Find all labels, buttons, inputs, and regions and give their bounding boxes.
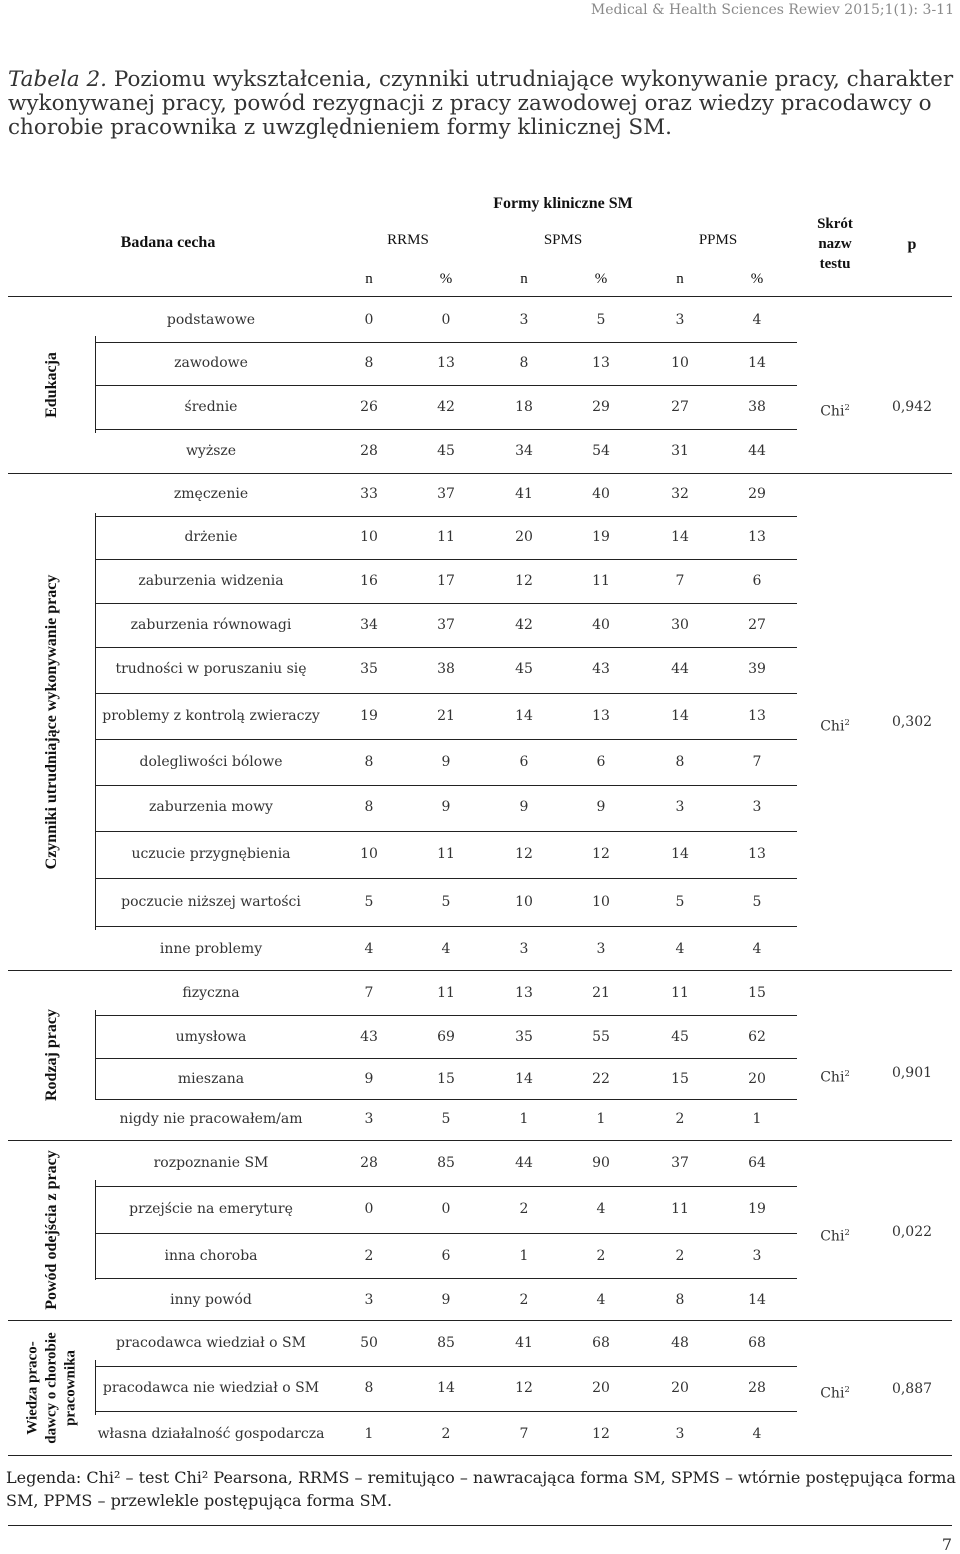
cell-value: 55	[592, 1029, 610, 1045]
row-label: średnie	[184, 399, 238, 415]
cell-value: 34	[360, 617, 378, 633]
rule-line	[95, 1233, 797, 1234]
group-label-line: Wiedza praco-	[24, 1340, 41, 1435]
cell-value: 11	[671, 985, 689, 1001]
row-label: inny powód	[170, 1292, 252, 1308]
skrot-line: testu	[819, 256, 851, 272]
cell-value: 29	[592, 399, 610, 415]
row-label: poczucie niższej wartości	[121, 894, 301, 910]
cell-value: 10	[515, 894, 533, 910]
page-number: 7	[941, 1535, 952, 1554]
test-name: Chi$^2$	[820, 1226, 850, 1245]
cell-value: 5	[675, 894, 685, 910]
cell-value: 14	[437, 1380, 455, 1396]
caption-text: Poziomu wykształcenia, czynniki utrudniające wykonywanie pracy, charakter wykonywanej pracy, powód rezygnacji z pracy zawodowej oraz wiedzy pracodawcy o chorobie pracownika z uwzględnieniem formy klinicznej SM.	[8, 67, 954, 140]
cell-value: 37	[437, 617, 455, 633]
cell-value: 0	[364, 312, 374, 328]
cell-value: 13	[748, 529, 766, 545]
cell-value: 44	[748, 443, 766, 459]
column-divider	[95, 1010, 96, 1100]
cell-value: 8	[364, 1380, 374, 1396]
row-label: dolegliwości bólowe	[139, 754, 283, 770]
cell-value: 9	[441, 1292, 451, 1308]
test-name: Chi$^2$	[820, 1383, 850, 1402]
cell-value: 3	[752, 1248, 762, 1264]
cell-value: 19	[748, 1201, 766, 1217]
cell-value: 1	[364, 1426, 374, 1442]
cell-value: 30	[671, 617, 689, 633]
row-label: problemy z kontrolą zwieraczy	[102, 708, 320, 724]
cell-value: 54	[592, 443, 610, 459]
cell-value: 34	[515, 443, 533, 459]
cell-value: 0	[364, 1201, 374, 1217]
cell-value: 18	[515, 399, 533, 415]
cell-value: 2	[675, 1248, 685, 1264]
row-label: inne problemy	[159, 941, 263, 957]
cell-value: 4	[364, 941, 374, 957]
cell-value: 10	[592, 894, 610, 910]
subheader-percent: %	[750, 271, 764, 287]
cell-value: 10	[360, 529, 378, 545]
rule-line	[8, 1320, 952, 1321]
row-label: mieszana	[177, 1071, 245, 1087]
cell-value: 37	[437, 486, 455, 502]
cell-value: 2	[675, 1111, 685, 1127]
group-label: Edukacja	[43, 351, 60, 418]
cell-value: 12	[515, 1380, 533, 1396]
cell-value: 2	[441, 1426, 451, 1442]
row-label: pracodawca wiedział o SM	[116, 1335, 306, 1351]
cell-value: 9	[441, 799, 451, 815]
cell-value: 38	[437, 661, 455, 677]
rule-line	[95, 1366, 797, 1367]
cell-value: 12	[592, 846, 610, 862]
rule-line	[95, 926, 797, 927]
cell-value: 68	[592, 1335, 610, 1351]
row-label: wyższe	[185, 443, 237, 459]
rule-line	[8, 296, 952, 297]
cell-value: 6	[441, 1248, 451, 1264]
rule-line	[95, 1015, 797, 1016]
cell-value: 10	[671, 355, 689, 371]
cell-value: 3	[364, 1292, 374, 1308]
cell-value: 45	[437, 443, 455, 459]
rule-line	[95, 739, 797, 740]
column-divider	[95, 336, 96, 433]
journal-header: Medical & Health Sciences Rewiev 2015;1(1): 3-11	[590, 2, 954, 18]
cell-value: 28	[360, 443, 378, 459]
rule-line	[95, 1099, 797, 1100]
column-divider	[95, 513, 96, 930]
cell-value: 32	[671, 486, 689, 502]
cell-value: 16	[360, 573, 378, 589]
cell-value: 8	[364, 754, 374, 770]
test-superscript: 2	[844, 1226, 850, 1237]
cell-value: 1	[519, 1111, 529, 1127]
rule-line	[95, 342, 797, 343]
p-value: 0,022	[891, 1223, 933, 1240]
cell-value: 4	[596, 1201, 606, 1217]
cell-value: 20	[515, 529, 533, 545]
formy-kliniczne-header: Formy kliniczne SM	[493, 195, 633, 212]
p-value: 0,942	[891, 398, 933, 415]
cell-value: 5	[441, 1111, 451, 1127]
cell-value: 17	[437, 573, 455, 589]
cell-value: 21	[437, 708, 455, 724]
cell-value: 0	[441, 1201, 451, 1217]
cell-value: 8	[675, 754, 685, 770]
skrot-nazw-testu-header	[785, 214, 885, 274]
cell-value: 13	[748, 846, 766, 862]
rule-line	[95, 603, 797, 604]
cell-value: 11	[592, 573, 610, 589]
cell-value: 13	[515, 985, 533, 1001]
cell-value: 9	[364, 1071, 374, 1087]
cell-value: 50	[360, 1335, 378, 1351]
cell-value: 15	[671, 1071, 689, 1087]
cell-value: 15	[748, 985, 766, 1001]
cell-value: 11	[437, 529, 455, 545]
cell-value: 6	[596, 754, 606, 770]
cell-value: 41	[515, 1335, 533, 1351]
group-label: Rodzaj pracy	[43, 1009, 60, 1101]
row-label: trudności w poruszaniu się	[115, 661, 307, 677]
cell-value: 42	[515, 617, 533, 633]
group-label	[24, 1332, 81, 1443]
subheader-percent: %	[439, 271, 453, 287]
test-superscript: 2	[844, 716, 850, 727]
row-label: uczucie przygnębienia	[131, 846, 291, 862]
cell-value: 9	[441, 754, 451, 770]
p-value: 0,887	[891, 1380, 933, 1397]
row-label: własna działalność gospodarcza	[97, 1426, 325, 1442]
row-label: zaburzenia równowagi	[130, 617, 292, 633]
rule-line	[95, 693, 797, 694]
cell-value: 31	[671, 443, 689, 459]
rule-line	[8, 1140, 952, 1141]
cell-value: 44	[515, 1155, 533, 1171]
cell-value: 85	[437, 1155, 455, 1171]
p-header: p	[907, 236, 917, 253]
cell-value: 21	[592, 985, 610, 1001]
cell-value: 3	[596, 941, 606, 957]
cell-value: 3	[752, 799, 762, 815]
cell-value: 8	[675, 1292, 685, 1308]
cell-value: 5	[752, 894, 762, 910]
cell-value: 7	[752, 754, 762, 770]
rule-line	[95, 1058, 797, 1059]
cell-value: 14	[671, 708, 689, 724]
cell-value: 29	[748, 486, 766, 502]
cell-value: 8	[519, 355, 529, 371]
cell-value: 40	[592, 486, 610, 502]
row-label: rozpoznanie SM	[153, 1155, 269, 1171]
cell-value: 2	[364, 1248, 374, 1264]
test-name: Chi$^2$	[820, 401, 850, 420]
cell-value: 40	[592, 617, 610, 633]
group-label-line: pracownika	[62, 1349, 79, 1426]
cell-value: 48	[671, 1335, 689, 1351]
test-name: Chi$^2$	[820, 716, 850, 735]
group-label: Powód odejścia z pracy	[43, 1150, 60, 1310]
cell-value: 3	[675, 1426, 685, 1442]
cell-value: 37	[671, 1155, 689, 1171]
row-label: nigdy nie pracowałem/am	[119, 1111, 303, 1127]
cell-value: 22	[592, 1071, 610, 1087]
row-label: pracodawca nie wiedział o SM	[102, 1380, 320, 1396]
cell-value: 5	[596, 312, 606, 328]
row-label: zaburzenia mowy	[149, 799, 273, 815]
cell-value: 4	[752, 1426, 762, 1442]
cell-value: 1	[752, 1111, 762, 1127]
group-label: Czynniki utrudniające wykonywanie pracy	[43, 574, 60, 869]
cell-value: 8	[364, 799, 374, 815]
cell-value: 6	[752, 573, 762, 589]
cell-value: 0	[441, 312, 451, 328]
column-divider	[95, 1360, 96, 1415]
cell-value: 14	[515, 1071, 533, 1087]
cell-value: 41	[515, 486, 533, 502]
cell-value: 7	[519, 1426, 529, 1442]
cell-value: 4	[596, 1292, 606, 1308]
cell-value: 14	[515, 708, 533, 724]
row-label: zaburzenia widzenia	[138, 573, 284, 589]
cell-value: 8	[364, 355, 374, 371]
cell-value: 20	[671, 1380, 689, 1396]
cell-value: 27	[671, 399, 689, 415]
row-label: zmęczenie	[173, 486, 249, 502]
cell-value: 3	[519, 312, 529, 328]
cell-value: 68	[748, 1335, 766, 1351]
rule-line	[95, 647, 797, 648]
row-label: podstawowe	[166, 312, 256, 328]
cell-value: 85	[437, 1335, 455, 1351]
subheader-percent: %	[594, 271, 608, 287]
cell-value: 35	[515, 1029, 533, 1045]
cell-value: 28	[748, 1380, 766, 1396]
rule-line	[95, 559, 797, 560]
subheader-n: n	[676, 271, 684, 287]
cell-value: 64	[748, 1155, 766, 1171]
cell-value: 6	[519, 754, 529, 770]
cell-value: 3	[364, 1111, 374, 1127]
cell-value: 42	[437, 399, 455, 415]
cell-value: 43	[592, 661, 610, 677]
cell-value: 5	[364, 894, 374, 910]
cell-value: 26	[360, 399, 378, 415]
cell-value: 5	[441, 894, 451, 910]
rule-line	[95, 1278, 797, 1279]
rule-line	[8, 1455, 952, 1456]
cell-value: 14	[671, 846, 689, 862]
rule-line	[8, 473, 952, 474]
row-label: zawodowe	[174, 355, 248, 371]
cell-value: 11	[437, 846, 455, 862]
cell-value: 2	[519, 1292, 529, 1308]
cell-value: 19	[592, 529, 610, 545]
test-superscript: 2	[844, 401, 850, 412]
cell-value: 12	[515, 846, 533, 862]
cell-value: 28	[360, 1155, 378, 1171]
rule-line	[95, 516, 797, 517]
cell-value: 9	[596, 799, 606, 815]
cell-value: 33	[360, 486, 378, 502]
rule-line	[8, 970, 952, 971]
row-label: inna choroba	[164, 1248, 258, 1264]
caption-label: Tabela 2.	[8, 67, 108, 92]
cell-value: 15	[437, 1071, 455, 1087]
cell-value: 11	[671, 1201, 689, 1217]
rule-line	[95, 878, 797, 879]
cell-value: 7	[364, 985, 374, 1001]
cell-value: 12	[515, 573, 533, 589]
cell-value: 3	[519, 941, 529, 957]
rule-line	[95, 385, 797, 386]
cell-value: 9	[519, 799, 529, 815]
cell-value: 1	[519, 1248, 529, 1264]
subheader-n: n	[520, 271, 528, 287]
cell-value: 4	[752, 312, 762, 328]
cell-value: 2	[519, 1201, 529, 1217]
cell-value: 13	[748, 708, 766, 724]
row-label: przejście na emeryturę	[129, 1201, 293, 1217]
cell-value: 14	[748, 355, 766, 371]
rule-line	[95, 1186, 797, 1187]
group-header-ppms: PPMS	[698, 232, 738, 248]
cell-value: 69	[437, 1029, 455, 1045]
test-superscript: 2	[844, 1383, 850, 1394]
row-label: drżenie	[184, 529, 238, 545]
cell-value: 13	[592, 708, 610, 724]
row-label: fizyczna	[182, 985, 240, 1001]
rule-line	[95, 785, 797, 786]
cell-value: 14	[671, 529, 689, 545]
group-label-line: dawcy o chorobie	[43, 1331, 60, 1444]
group-header-spms: SPMS	[543, 232, 583, 248]
cell-value: 13	[592, 355, 610, 371]
cell-value: 45	[515, 661, 533, 677]
rule-line	[95, 1411, 797, 1412]
cell-value: 3	[675, 312, 685, 328]
p-value: 0,901	[891, 1065, 933, 1081]
cell-value: 7	[675, 573, 685, 589]
group-header-rrms: RRMS	[387, 232, 429, 248]
cell-value: 39	[748, 661, 766, 677]
rule-line	[95, 429, 797, 430]
cell-value: 12	[592, 1426, 610, 1442]
cell-value: 3	[675, 799, 685, 815]
table-caption	[8, 68, 958, 140]
cell-value: 35	[360, 661, 378, 677]
cell-value: 11	[437, 985, 455, 1001]
cell-value: 62	[748, 1029, 766, 1045]
cell-value: 10	[360, 846, 378, 862]
cell-value: 4	[752, 941, 762, 957]
cell-value: 2	[596, 1248, 606, 1264]
rule-line	[95, 831, 797, 832]
skrot-line: nazw	[818, 236, 852, 252]
cell-value: 38	[748, 399, 766, 415]
cell-value: 1	[596, 1111, 606, 1127]
p-value: 0,302	[891, 713, 933, 730]
cell-value: 4	[441, 941, 451, 957]
column-divider	[95, 1180, 96, 1280]
skrot-line: Skrót	[817, 216, 853, 232]
row-label: umysłowa	[175, 1029, 247, 1045]
cell-value: 20	[592, 1380, 610, 1396]
cell-value: 43	[360, 1029, 378, 1045]
cell-value: 4	[675, 941, 685, 957]
cell-value: 45	[671, 1029, 689, 1045]
subheader-n: n	[365, 271, 373, 287]
test-name: Chi$^2$	[820, 1068, 850, 1086]
cell-value: 20	[748, 1071, 766, 1087]
cell-value: 27	[748, 617, 766, 633]
cell-value: 14	[748, 1292, 766, 1308]
legend: Legenda: Chi² – test Chi² Pearsona, RRMS – remitująco – nawracająca forma SM, SPMS – wtórnie postępująca forma SM, PPMS – przewlekle postępująca forma SM.	[6, 1468, 956, 1510]
cell-value: 19	[360, 708, 378, 724]
cell-value: 13	[437, 355, 455, 371]
test-superscript: 2	[844, 1068, 850, 1078]
cell-value: 90	[592, 1155, 610, 1171]
rule-line	[8, 1525, 952, 1526]
cell-value: 44	[671, 661, 689, 677]
badana-cecha-header: Badana cecha	[120, 234, 216, 251]
